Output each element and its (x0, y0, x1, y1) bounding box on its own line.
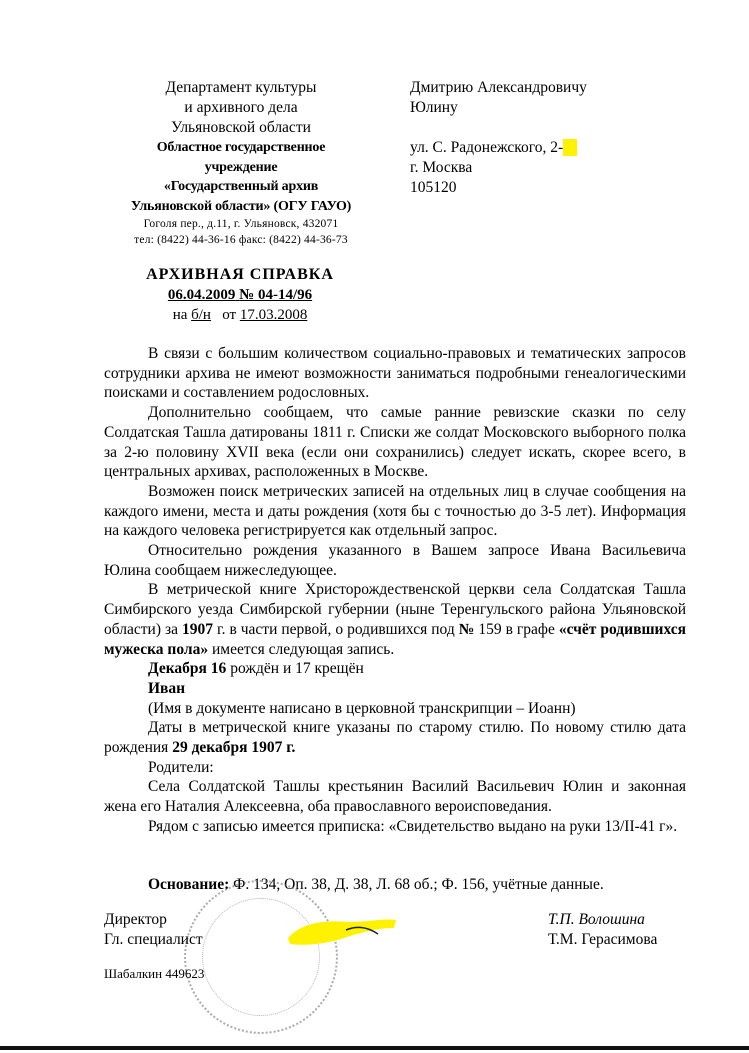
signature-redaction (282, 908, 400, 948)
sender-org-line: «Государственный архив (163, 179, 319, 194)
paragraph: Возможен поиск метрических записей на отдельных лиц в случае сообщения на каждого имени, места и даты рождения (хотя бы с точностью до 3-5 лет). Информация на каждого человека регистрируется как отдельный запрос. (104, 482, 686, 540)
paragraph-text: 159 в графе (478, 620, 555, 638)
reference-prefix: на (172, 307, 188, 323)
basis-text: Ф. 134, Оп. 38, Д. 38, Л. 68 об.; Ф. 156, учётные данные. (233, 876, 604, 893)
sender-block (96, 78, 386, 248)
paragraph-text: В метрической книге Христорождественской церкви села Солдатская Ташла Симбирского уезда Симбирской губернии (ныне Теренгульского района Ульяновской области) за (104, 581, 686, 638)
document-number: 04-14/96 (257, 287, 313, 303)
sender-org-line: учреждение (204, 159, 278, 175)
record-date-line (104, 659, 686, 679)
basis-label: Основание: (148, 876, 230, 893)
recipient-street: ул. С. Радонежского, 2- (410, 139, 564, 156)
paragraph-new-style (104, 718, 686, 757)
parents-label: Родители: (148, 758, 214, 776)
paragraph-metric-record (104, 580, 686, 659)
page-bottom-border (0, 1046, 749, 1050)
record-name-line (104, 679, 686, 699)
director-name: Т.П. Волошина (548, 911, 645, 928)
sender-line: Департамент культуры (165, 79, 317, 96)
record-name: Иван (148, 679, 186, 697)
paragraph: Села Солдатской Ташлы крестьянин Василий Васильевич Юлин и законная жена его Наталия Алексеевна, оба православного вероисповедания. (104, 778, 686, 816)
document-date-number (110, 285, 370, 305)
reference-number: б/н (191, 307, 211, 323)
paragraph: Рядом с записью имеется приписка: «Свидетельство выдано на руки 13/II-41 г». (148, 817, 678, 835)
recipient-block (410, 78, 587, 198)
sender-phone: тел: (8422) 44-36-16 факс: (8422) 44-36-73 (134, 234, 348, 246)
recipient-city: г. Москва (410, 159, 473, 176)
specialist-name: Т.М. Герасимова (548, 931, 658, 948)
record-year: 1907 (181, 620, 213, 638)
number-sign: № (239, 287, 255, 303)
paragraph-text: имеется следующая запись. (211, 640, 395, 658)
reference-from: от (222, 307, 237, 323)
recipient-name-line: Юлину (410, 99, 458, 116)
paragraph: В связи с большим количеством социально-правовых и тематических запросов сотрудники архива не имеют возможности заниматься подробными генеалогическими поисками и составлением родословных. (104, 345, 686, 402)
document-date: 06.04.2009 (167, 287, 236, 303)
paragraph-text: Даты в метрической книге указаны по старому стилю. По новому стилю дата рождения (104, 719, 686, 757)
document-title: АРХИВНАЯ СПРАВКА (146, 266, 334, 283)
sender-line: Ульяновской области (171, 119, 311, 136)
reference-date: 17.03.2008 (239, 307, 308, 323)
paragraph: (Имя в документе написано в церковной транскрипции – Иоанн) (148, 699, 576, 717)
redaction-highlight (563, 139, 577, 156)
director-role: Директор (104, 911, 167, 928)
reference-line (110, 305, 370, 325)
basis-line (148, 876, 604, 894)
specialist-role: Гл. специалист (104, 931, 203, 948)
sender-line: и архивного дела (184, 99, 298, 116)
paragraph-text: г. в части первой, о родившихся под (216, 620, 455, 638)
sender-org-line: Ульяновской области» (ОГУ ГАУО) (130, 198, 352, 214)
paragraph: Дополнительно сообщаем, что самые ранние ревизские сказки по селу Солдатская Ташла датированы 1811 г. Списки же солдат Московского выборного полка за 2-ю половину XVII века (если они сохранились) следует искать, скорее всего, в центральных архивах, расположенных в Москве. (104, 404, 686, 481)
executor-line: Шабалкин 449623 (104, 966, 205, 981)
seal-stamp (184, 880, 338, 1034)
sender-address: Гоголя пер., д.11, г. Ульяновск, 432071 (143, 218, 339, 230)
recipient-name-line: Дмитрию Александровичу (410, 79, 587, 96)
record-number-sign: № (458, 620, 475, 638)
sender-org-line: Областное государственное (156, 140, 326, 155)
recipient-street-line (410, 138, 587, 158)
record-column: «счёт родившихся мужеска пола» (104, 620, 687, 658)
new-style-birth-date: 29 декабря 1907 г. (172, 739, 296, 757)
record-birth-date: Декабря 16 (148, 660, 227, 678)
document-heading (110, 264, 370, 325)
recipient-zip: 105120 (410, 179, 457, 196)
paragraph: Относительно рождения указанного в Вашем запросе Ивана Васильевича Юлина сообщаем нижеследующее. (104, 542, 686, 579)
record-baptism: рождён и 17 крещён (230, 660, 364, 678)
document-body (104, 344, 686, 837)
